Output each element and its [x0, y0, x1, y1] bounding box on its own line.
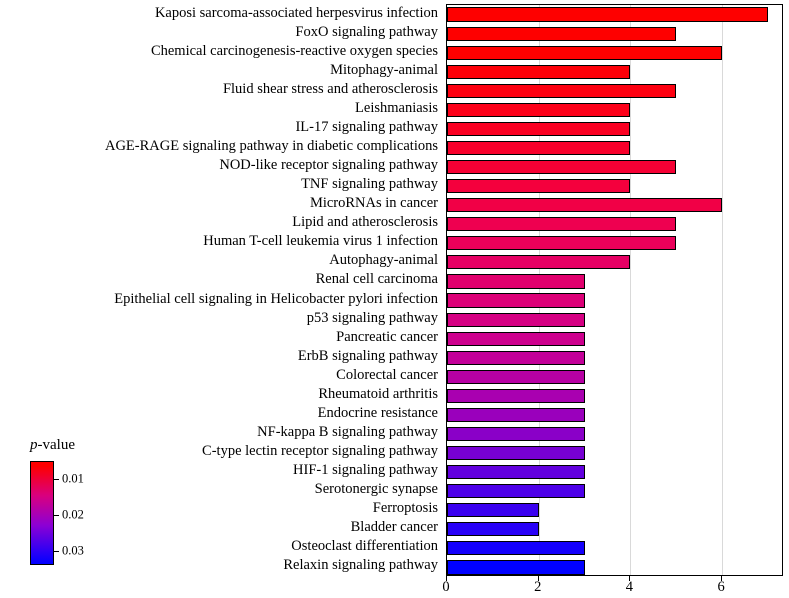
- category-label: Fluid shear stress and atherosclerosis: [222, 80, 438, 97]
- bar-row: [447, 179, 783, 193]
- bar[interactable]: [447, 370, 585, 384]
- bar[interactable]: [447, 427, 585, 441]
- bar-row: [447, 122, 783, 136]
- x-tick-label: 0: [442, 579, 450, 595]
- bar-row: [447, 560, 783, 574]
- bar[interactable]: [447, 313, 585, 327]
- colorbar-tickmark: [54, 479, 59, 480]
- colorbar-gradient: [30, 461, 54, 565]
- bar-row: [447, 503, 783, 517]
- bar-row: [447, 293, 783, 307]
- category-label: p53 signaling pathway: [306, 309, 438, 326]
- bar-row: [447, 84, 783, 98]
- bar-row: [447, 7, 783, 21]
- colorbar-tick-label: 0.01: [62, 471, 84, 486]
- category-label: TNF signaling pathway: [301, 176, 438, 193]
- bar[interactable]: [447, 293, 585, 307]
- colorbar-tick-label: 0.03: [62, 543, 84, 558]
- bar[interactable]: [447, 141, 630, 155]
- bar[interactable]: [447, 103, 630, 117]
- bar[interactable]: [447, 332, 585, 346]
- bar[interactable]: [447, 560, 585, 574]
- category-label: Autophagy-animal: [329, 252, 438, 269]
- bar[interactable]: [447, 389, 585, 403]
- category-label: IL-17 signaling pathway: [295, 118, 438, 135]
- category-label: FoxO signaling pathway: [295, 23, 438, 40]
- bar[interactable]: [447, 65, 630, 79]
- bar-row: [447, 236, 783, 250]
- category-label: AGE-RAGE signaling pathway in diabetic complications: [104, 138, 438, 154]
- colorbar-tickmark: [54, 551, 59, 552]
- bar-row: [447, 446, 783, 460]
- colorbar-tickmark: [54, 515, 59, 516]
- bar[interactable]: [447, 446, 585, 460]
- category-label: Renal cell carcinoma: [315, 271, 438, 288]
- bar-row: [447, 332, 783, 346]
- bar-row: [447, 522, 783, 536]
- category-label: Human T-cell leukemia virus 1 infection: [203, 233, 438, 250]
- category-label: NF-kappa B signaling pathway: [257, 424, 438, 440]
- category-label: Relaxin signaling pathway: [283, 557, 438, 574]
- x-tick-label: 6: [717, 579, 725, 595]
- category-label: Epithelial cell signaling in Helicobacter pylori infection: [114, 290, 438, 307]
- category-label: MicroRNAs in cancer: [309, 195, 438, 212]
- bar[interactable]: [447, 46, 722, 60]
- bar[interactable]: [447, 465, 585, 479]
- bar[interactable]: [447, 274, 585, 288]
- x-tick-label: 4: [625, 579, 634, 595]
- category-label: Endocrine resistance: [317, 404, 438, 421]
- bar[interactable]: [447, 541, 585, 555]
- bar-row: [447, 465, 783, 479]
- bar-row: [447, 160, 783, 174]
- bar[interactable]: [447, 484, 585, 498]
- category-label: HIF-1 signaling pathway: [293, 462, 438, 479]
- category-label: Bladder cancer: [350, 519, 438, 536]
- category-label: Colorectal cancer: [336, 366, 438, 383]
- category-label: Kaposi sarcoma-associated herpesvirus infection: [154, 4, 438, 21]
- category-label: Osteoclast differentiation: [291, 538, 438, 555]
- category-label: Pancreatic cancer: [336, 328, 438, 345]
- bar-row: [447, 65, 783, 79]
- plot-area: [446, 4, 783, 576]
- bar[interactable]: [447, 122, 630, 136]
- bar[interactable]: [447, 503, 539, 517]
- bar[interactable]: [447, 522, 539, 536]
- bar-row: [447, 427, 783, 441]
- category-label: Leishmaniasis: [355, 99, 438, 116]
- x-tick-label: 2: [534, 579, 542, 595]
- bar[interactable]: [447, 408, 585, 422]
- bar-row: [447, 217, 783, 231]
- bar-row: [447, 370, 783, 384]
- bar-row: [447, 198, 783, 212]
- bar[interactable]: [447, 84, 676, 98]
- category-label: Serotonergic synapse: [314, 481, 438, 498]
- bar-row: [447, 46, 783, 60]
- category-label: NOD-like receptor signaling pathway: [219, 157, 438, 174]
- bar-row: [447, 27, 783, 41]
- category-label: Ferroptosis: [372, 500, 438, 517]
- bar-row: [447, 541, 783, 555]
- bar[interactable]: [447, 236, 676, 250]
- bar[interactable]: [447, 351, 585, 365]
- x-axis-tick-labels: [442, 579, 783, 598]
- bar-row: [447, 351, 783, 365]
- category-label: C-type lectin receptor signaling pathway: [202, 443, 438, 460]
- category-label: Chemical carcinogenesis-reactive oxygen species: [150, 42, 438, 59]
- category-label: ErbB signaling pathway: [297, 347, 438, 364]
- bar-row: [447, 313, 783, 327]
- bar-row: [447, 141, 783, 155]
- colorbar-tick-label: 0.02: [62, 507, 84, 522]
- bar[interactable]: [447, 217, 676, 231]
- bar[interactable]: [447, 179, 630, 193]
- bar-row: [447, 255, 783, 269]
- colorbar-title: p-value: [30, 437, 75, 453]
- category-label: Lipid and atherosclerosis: [292, 214, 438, 231]
- pvalue-colorbar-legend: [18, 437, 138, 567]
- bar-row: [447, 408, 783, 422]
- bar[interactable]: [447, 27, 676, 41]
- bar[interactable]: [447, 255, 630, 269]
- category-label: Rheumatoid arthritis: [318, 385, 438, 402]
- bar-row: [447, 389, 783, 403]
- bar-row: [447, 484, 783, 498]
- bars-layer: [447, 5, 782, 575]
- category-label: Mitophagy-animal: [330, 61, 438, 78]
- bar[interactable]: [447, 198, 722, 212]
- bar-row: [447, 274, 783, 288]
- bar[interactable]: [447, 160, 676, 174]
- bar[interactable]: [447, 7, 768, 21]
- bar-row: [447, 103, 783, 117]
